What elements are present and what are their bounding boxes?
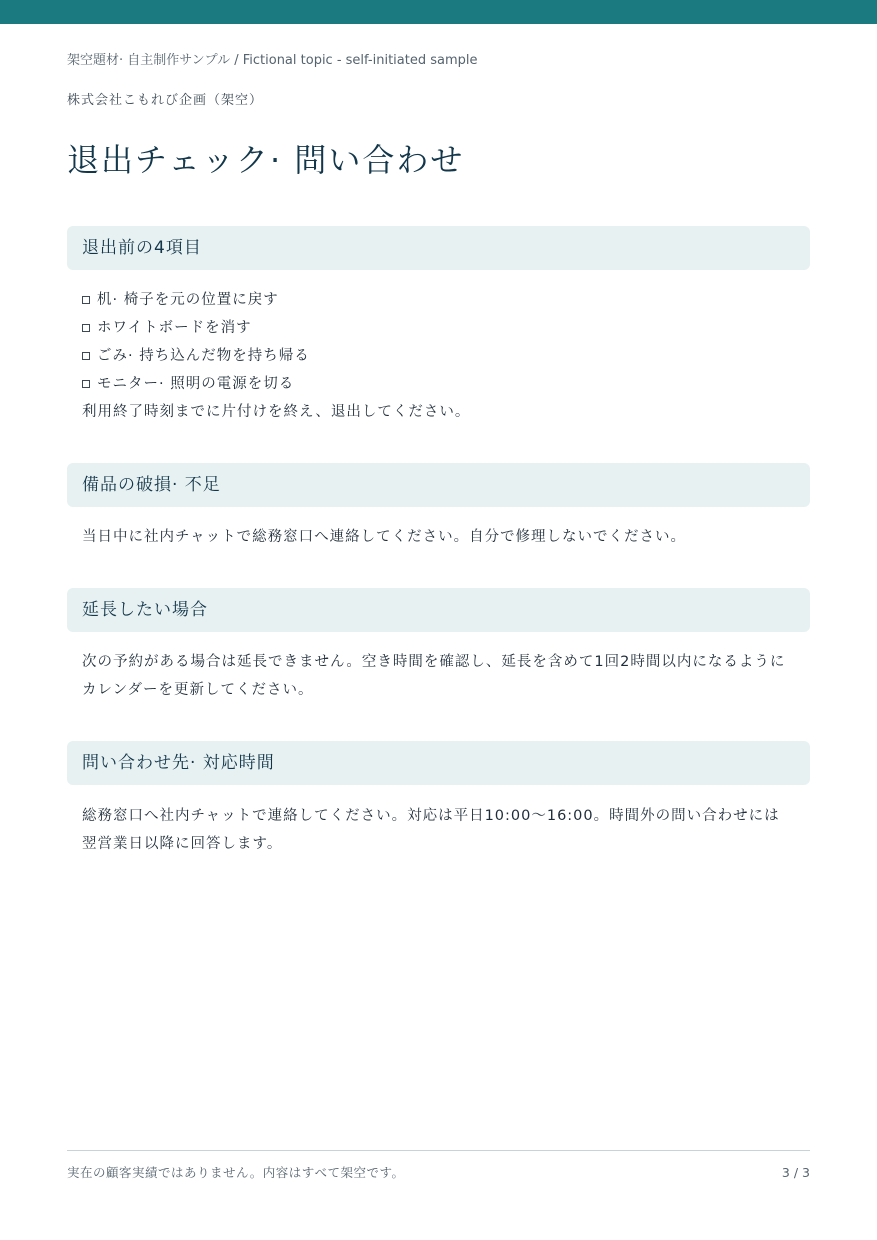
- section-heading-checklist: 退出前の4項目: [67, 226, 810, 270]
- checklist-item-label: モニター· 照明の電源を切る: [97, 376, 295, 392]
- checklist-item-label: 机· 椅子を元の位置に戻す: [97, 292, 279, 308]
- exit-checklist: [82, 286, 794, 398]
- section-heading-extension: 延長したい場合: [67, 588, 810, 632]
- company-name: 株式会社こもれび企画（架空）: [67, 93, 264, 108]
- page-header: [67, 52, 810, 182]
- top-accent-bar: [0, 0, 877, 24]
- section-body-damage: 当日中に社内チャットで総務窓口へ連絡してください。自分で修理しないでください。: [82, 529, 687, 545]
- footer-disclaimer: 実在の顧客実績ではありません。内容はすべて架空です。: [67, 1165, 405, 1180]
- checkbox-icon: [82, 352, 90, 360]
- checklist-note: 利用終了時刻までに片付けを終え、退出してください。: [82, 404, 471, 420]
- checklist-item-label: ホワイトボードを消す: [97, 320, 252, 336]
- checklist-item: [82, 342, 794, 370]
- footer-divider: [67, 1150, 810, 1151]
- section-body-extension: 次の予約がある場合は延長できません。空き時間を確認し、延長を含めて1回2時間以内になるようにカレンダーを更新してください。: [82, 654, 786, 698]
- checklist-item: [82, 370, 794, 398]
- checklist-item: [82, 286, 794, 314]
- topic-line: 架空題材· 自主制作サンプル / Fictional topic - self-initiated sample: [67, 53, 478, 68]
- page-number: 3 / 3: [781, 1165, 810, 1180]
- page-title: 退出チェック· 問い合わせ: [67, 141, 465, 179]
- section-heading-contact: 問い合わせ先· 対応時間: [67, 741, 810, 785]
- checklist-item: [82, 314, 794, 342]
- checklist-item-label: ごみ· 持ち込んだ物を持ち帰る: [97, 348, 310, 364]
- section-body-contact: 総務窓口へ社内チャットで連絡してください。対応は平日10:00〜16:00。時間外の問い合わせには翌営業日以降に回答します。: [82, 808, 780, 852]
- checkbox-icon: [82, 296, 90, 304]
- section-body-checklist: [82, 286, 794, 426]
- checkbox-icon: [82, 324, 90, 332]
- checkbox-icon: [82, 380, 90, 388]
- section-heading-damage: 備品の破損· 不足: [67, 463, 810, 507]
